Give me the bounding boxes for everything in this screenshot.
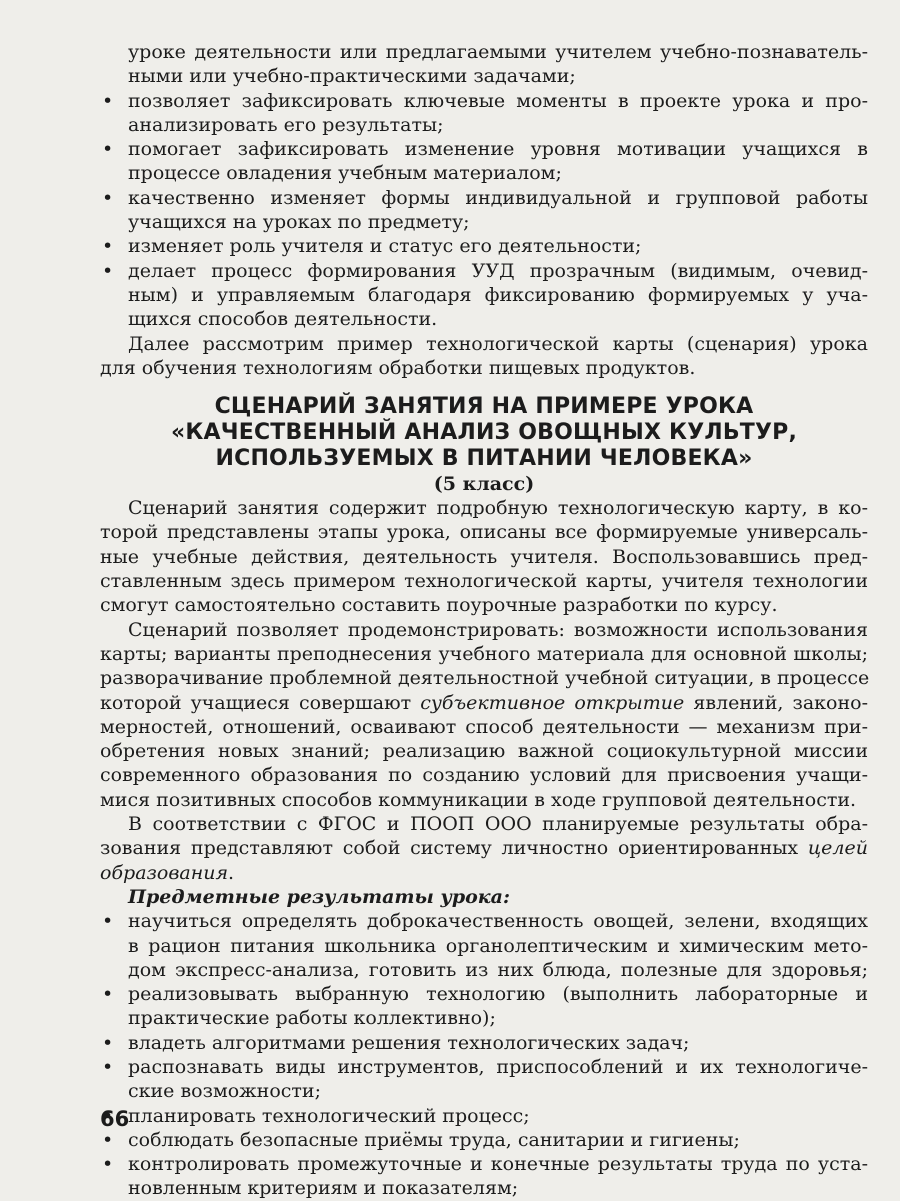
emphasis-text: целей: [807, 837, 868, 860]
bullet-item: • позволяет зафиксировать ключевые моменты в проекте урока и про-: [100, 89, 868, 113]
text-line: ские возможности;: [128, 1080, 321, 1103]
text-line: уроке деятельности или предлагаемыми учителем учебно-познаватель-: [128, 41, 868, 63]
paragraph-line: Сценарий занятия содержит подробную технологическую карту, в ко-: [128, 497, 868, 520]
bullet-item: • реализовывать выбранную технологию (выполнить лабораторные и: [100, 982, 868, 1006]
bullet-item: • научиться определять доброкачественность овощей, зелени, входящих: [100, 909, 868, 933]
grade-label: (5 класс): [433, 473, 535, 496]
paragraph-line: обретения новых знаний; реализацию важной социокультурной миссии: [100, 740, 868, 763]
paragraph-line: Далее рассмотрим пример технологической карты (сценария) урока: [128, 332, 868, 355]
paragraph-line: смогут самостоятельно составить поурочные разработки по курсу.: [100, 594, 778, 617]
bullet-item: • распознавать виды инструментов, приспособлений и их технологиче-: [100, 1055, 868, 1079]
text-line: новленным критериям и показателям;: [128, 1177, 519, 1200]
results-subheading: Предметные результаты урока:: [128, 885, 510, 908]
bullet-item: • помогает зафиксировать изменение уровня мотивации учащихся в: [100, 137, 868, 161]
text-segment: явлений, законо-: [684, 691, 868, 714]
text-line: ным) и управляемым благодаря фиксированию формируемых у уча-: [128, 283, 868, 306]
bullet-item: • контролировать промежуточные и конечные результаты труда по уста-: [100, 1152, 868, 1176]
page-number: 66: [100, 1107, 130, 1131]
paragraph-line: Сценарий позволяет продемонстрировать: возможности использования: [128, 618, 868, 641]
text-line: учащихся на уроках по предмету;: [128, 211, 470, 234]
text-line: дом экспресс-анализа, готовить из них блюда, полезные для здоровья;: [128, 958, 868, 981]
paragraph-line: торой представлены этапы урока, описаны все формируемые универсаль-: [100, 521, 868, 544]
bullet-item: • соблюдать безопасные приёмы труда, санитарии и гигиены;: [100, 1128, 868, 1152]
bullet-item: • делает процесс формирования УУД прозрачным (видимым, очевид-: [100, 259, 868, 283]
text-line: анализировать его результаты;: [128, 113, 444, 136]
paragraph-line: для обучения технологиям обработки пищевых продуктов.: [100, 356, 696, 379]
text-segment: зования представляют собой систему личностно ориентированных: [100, 837, 808, 860]
section-heading-line: «КАЧЕСТВЕННЫЙ АНАЛИЗ ОВОЩНЫХ КУЛЬТУР,: [170, 420, 798, 446]
text-line: в рацион питания школьника органолептическим и химическим мето-: [128, 934, 868, 957]
paragraph-line: мерностей, отношений, осваивают способ деятельности — механизм при-: [100, 715, 868, 738]
page-text: [100, 40, 868, 1201]
paragraph-line: разворачивание проблемной деятельностной учебной ситуации, в процессе: [100, 667, 870, 690]
paragraph-line: [100, 861, 868, 885]
paragraph-line: [100, 691, 868, 715]
bullet-item: • владеть алгоритмами решения технологических задач;: [100, 1031, 868, 1055]
section-heading-line: СЦЕНАРИЙ ЗАНЯТИЯ НА ПРИМЕРЕ УРОКА: [214, 394, 754, 420]
paragraph-line: карты; варианты преподнесения учебного материала для основной школы;: [100, 642, 868, 665]
text-line: ными или учебно-практическими задачами;: [128, 65, 576, 88]
text-line: процессе овладения учебным материалом;: [128, 162, 562, 185]
text-line: практические работы коллективно);: [128, 1007, 496, 1030]
paragraph-line: ные учебные действия, деятельность учителя. Воспользовавшись пред-: [100, 545, 868, 568]
bullet-item: • планировать технологический процесс;: [100, 1104, 868, 1128]
emphasis-text: образования: [100, 861, 229, 884]
paragraph-line: [100, 836, 868, 860]
paragraph-line: В соответствии с ФГОС и ПООП ООО планируемые результаты обра-: [128, 813, 868, 836]
section-heading-line: ИСПОЛЬЗУЕМЫХ В ПИТАНИИ ЧЕЛОВЕКА»: [215, 446, 753, 472]
paragraph-line: современного образования по созданию условий для присвоения учащи-: [100, 764, 868, 787]
text-line: щихся способов деятельности.: [128, 308, 438, 331]
text-segment: .: [228, 861, 235, 884]
paragraph-line: ставленным здесь примером технологической карты, учителя технологии: [100, 570, 868, 593]
bullet-item: • качественно изменяет формы индивидуальной и групповой работы: [100, 186, 868, 210]
text-segment: которой учащиеся совершают: [100, 691, 421, 714]
bullet-item: • изменяет роль учителя и статус его деятельности;: [100, 234, 868, 258]
paragraph-line: мися позитивных способов коммуникации в ходе групповой деятельности.: [100, 788, 857, 811]
emphasis-text: субъективное открытие: [420, 691, 685, 714]
